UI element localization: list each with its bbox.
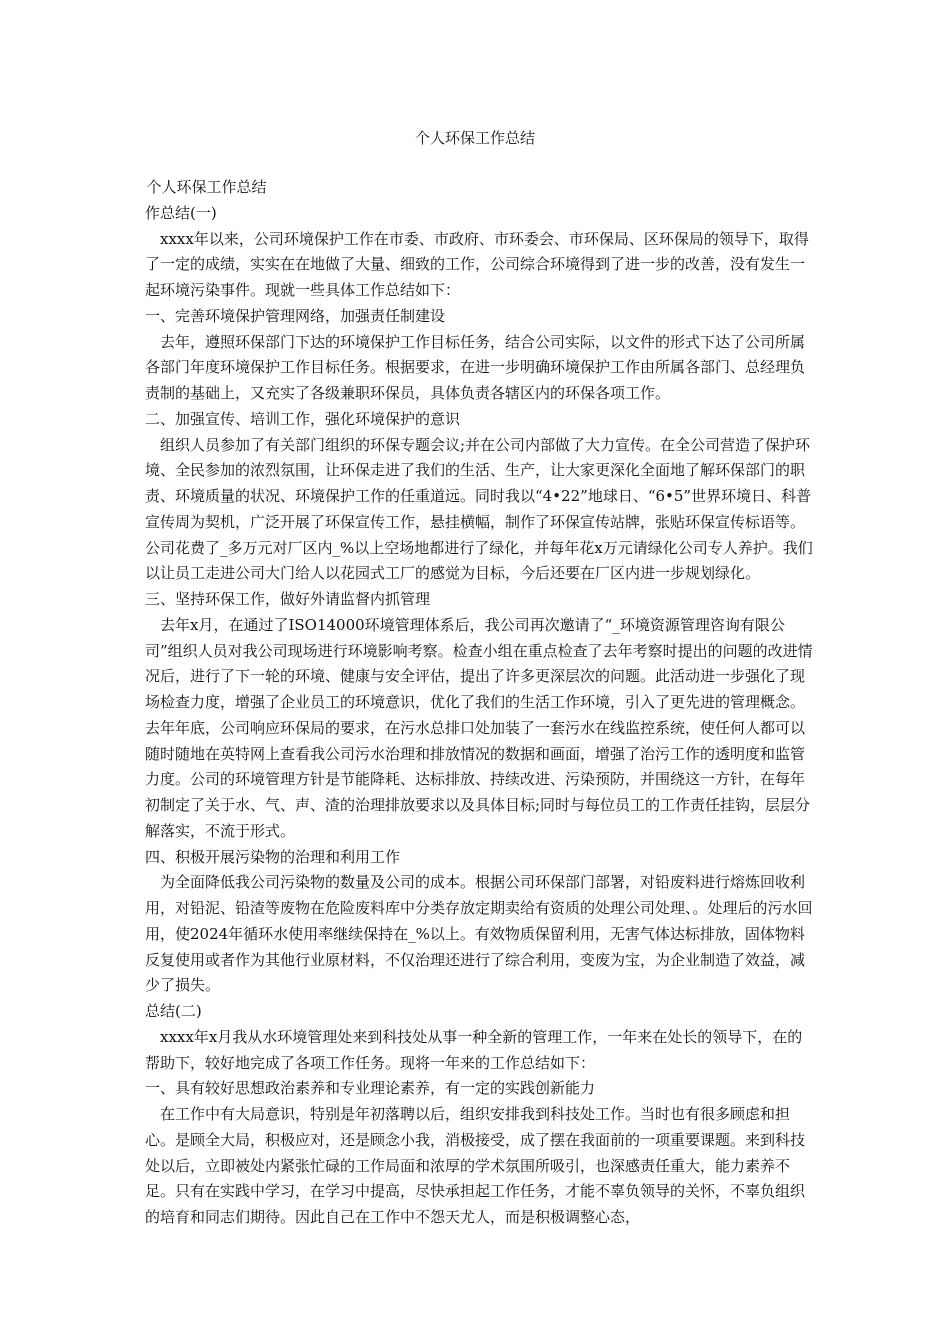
subsection-heading: 总结(二)	[145, 1002, 202, 1020]
body-paragraph: xxxx年以来，公司环境保护工作在市委、市政府、市环委会、市环保局、区环保局的领导下，取得了一定的成绩，实实在在地做了大量、细致的工作，公司综合环境得到了进一步的改善，没有发生一起环境污染事件。现就一些具体工作总结如下：	[145, 229, 809, 299]
document-body	[145, 175, 813, 1231]
section-heading: 个人环保工作总结	[146, 178, 267, 196]
subsection-heading: 四、积极开展污染物的治理和利用工作	[145, 847, 401, 866]
subsection-heading: 一、具有较好思想政治素养和专业理论素养，有一定的实践创新能力	[145, 1079, 596, 1098]
document-title: 个人环保工作总结	[414, 129, 535, 147]
subsection-heading: 一、完善环境保护管理网络，加强责任制建设	[145, 306, 446, 325]
body-paragraph: 去年，遵照环保部门下达的环境保护工作目标任务，结合公司实际，以文件的形式下达了公司所属各部门年度环境保护工作目标任务。根据要求，在进一步明确环境保护工作由所属各部门、总经理负责制的基础上，又充实了各级兼职环保员，具体负责各辖区内的环保各项工作。	[145, 332, 806, 402]
body-paragraph: 去年x月，在通过了ISO14000环境管理体系后，我公司再次邀请了“_环境资源管理咨询有限公司”组织人员对我公司现场进行环境影响考察。检查小组在重点检查了去年考察时提出的问题的改进情况后，进行了下一轮的环境、健康与安全评估，提出了许多更深层次的问题。此活动进一步强化了现场检查力度，增强了企业员工的环境意识，优化了我们的生活工作环境，引入了更先进的管理概念。去年年底，公司响应环保局的要求，在污水总排口处加装了一套污水在线监控系统，使任何人都可以随时随地在英特网上查看我公司污水治理和排放情况的数据和画面，增强了治污工作的透明度和监管力度。公司的环境管理方针是节能降耗、达标排放、持续改进、污染预防，并围绕这一方针，在每年初制定了关于水、气、声、渣的治理排放要求以及具体目标;同时与每位员工的工作责任挂钩，层层分解落实，不流于形式。	[145, 615, 813, 840]
body-paragraph: 在工作中有大局意识，特别是年初落聘以后，组织安排我到科技处工作。当时也有很多顾虑和担心。是顾全大局，积极应对，还是顾念小我，消极接受，成了摆在我面前的一项重要课题。来到科技处以后，立即被处内紧张忙碌的工作局面和浓厚的学术氛围所吸引，也深感责任重大，能力素养不足。只有在实践中学习，在学习中提高，尽快承担起工作任务，才能不辜负领导的关怀，不辜负组织的培育和同志们期待。因此自己在工作中不怨天尤人，而是积极调整心态，	[145, 1105, 806, 1226]
subsection-heading: 三、坚持环保工作，做好外请监督内抓管理	[145, 590, 431, 608]
body-paragraph: xxxx年x月我从水环境管理处来到科技处从事一种全新的管理工作，一年来在处长的领导下，在的帮助下，较好地完成了各项工作任务。现将一年来的工作总结如下：	[145, 1027, 803, 1072]
subsection-heading: 二、加强宣传、培训工作，强化环境保护的意识	[145, 409, 461, 428]
body-paragraph: 组织人员参加了有关部门组织的环保专题会议;并在公司内部做了大力宣传。在全公司营造了保护环境、全民参加的浓烈氛围，让环保走进了我们的生活、生产，让大家更深化全面地了解环保部门的职责、环境质量的状况、环境保护工作的任重道远。同时我以“4•22”地球日、“6•5”世界环境日、科普宣传周为契机，广泛开展了环保宣传工作，悬挂横幅，制作了环保宣传站牌，张贴环保宣传标语等。公司花费了_多万元对厂区内_%以上空场地都进行了绿化，并每年花x万元请绿化公司专人养护。我们以让员工走进公司大门给人以花园式工厂的感觉为目标，今后还要在厂区内进一步规划绿化。	[145, 435, 813, 583]
body-paragraph: 为全面降低我公司污染物的数量及公司的成本。根据公司环保部门部署，对铅废料进行熔炼回收利用，对铅泥、铅渣等废物在危险废料库中分类存放定期卖给有资质的处理公司处理、。处理后的污水回用，使2024年循环水使用率继续保持在_%以上。有效物质保留利用，无害气体达标排放，固体物料反复使用或者作为其他行业原材料，不仅治理还进行了综合利用，变废为宝，为企业制造了效益，减少了损失。	[145, 873, 813, 995]
subsection-heading: 作总结(一)	[145, 203, 217, 222]
